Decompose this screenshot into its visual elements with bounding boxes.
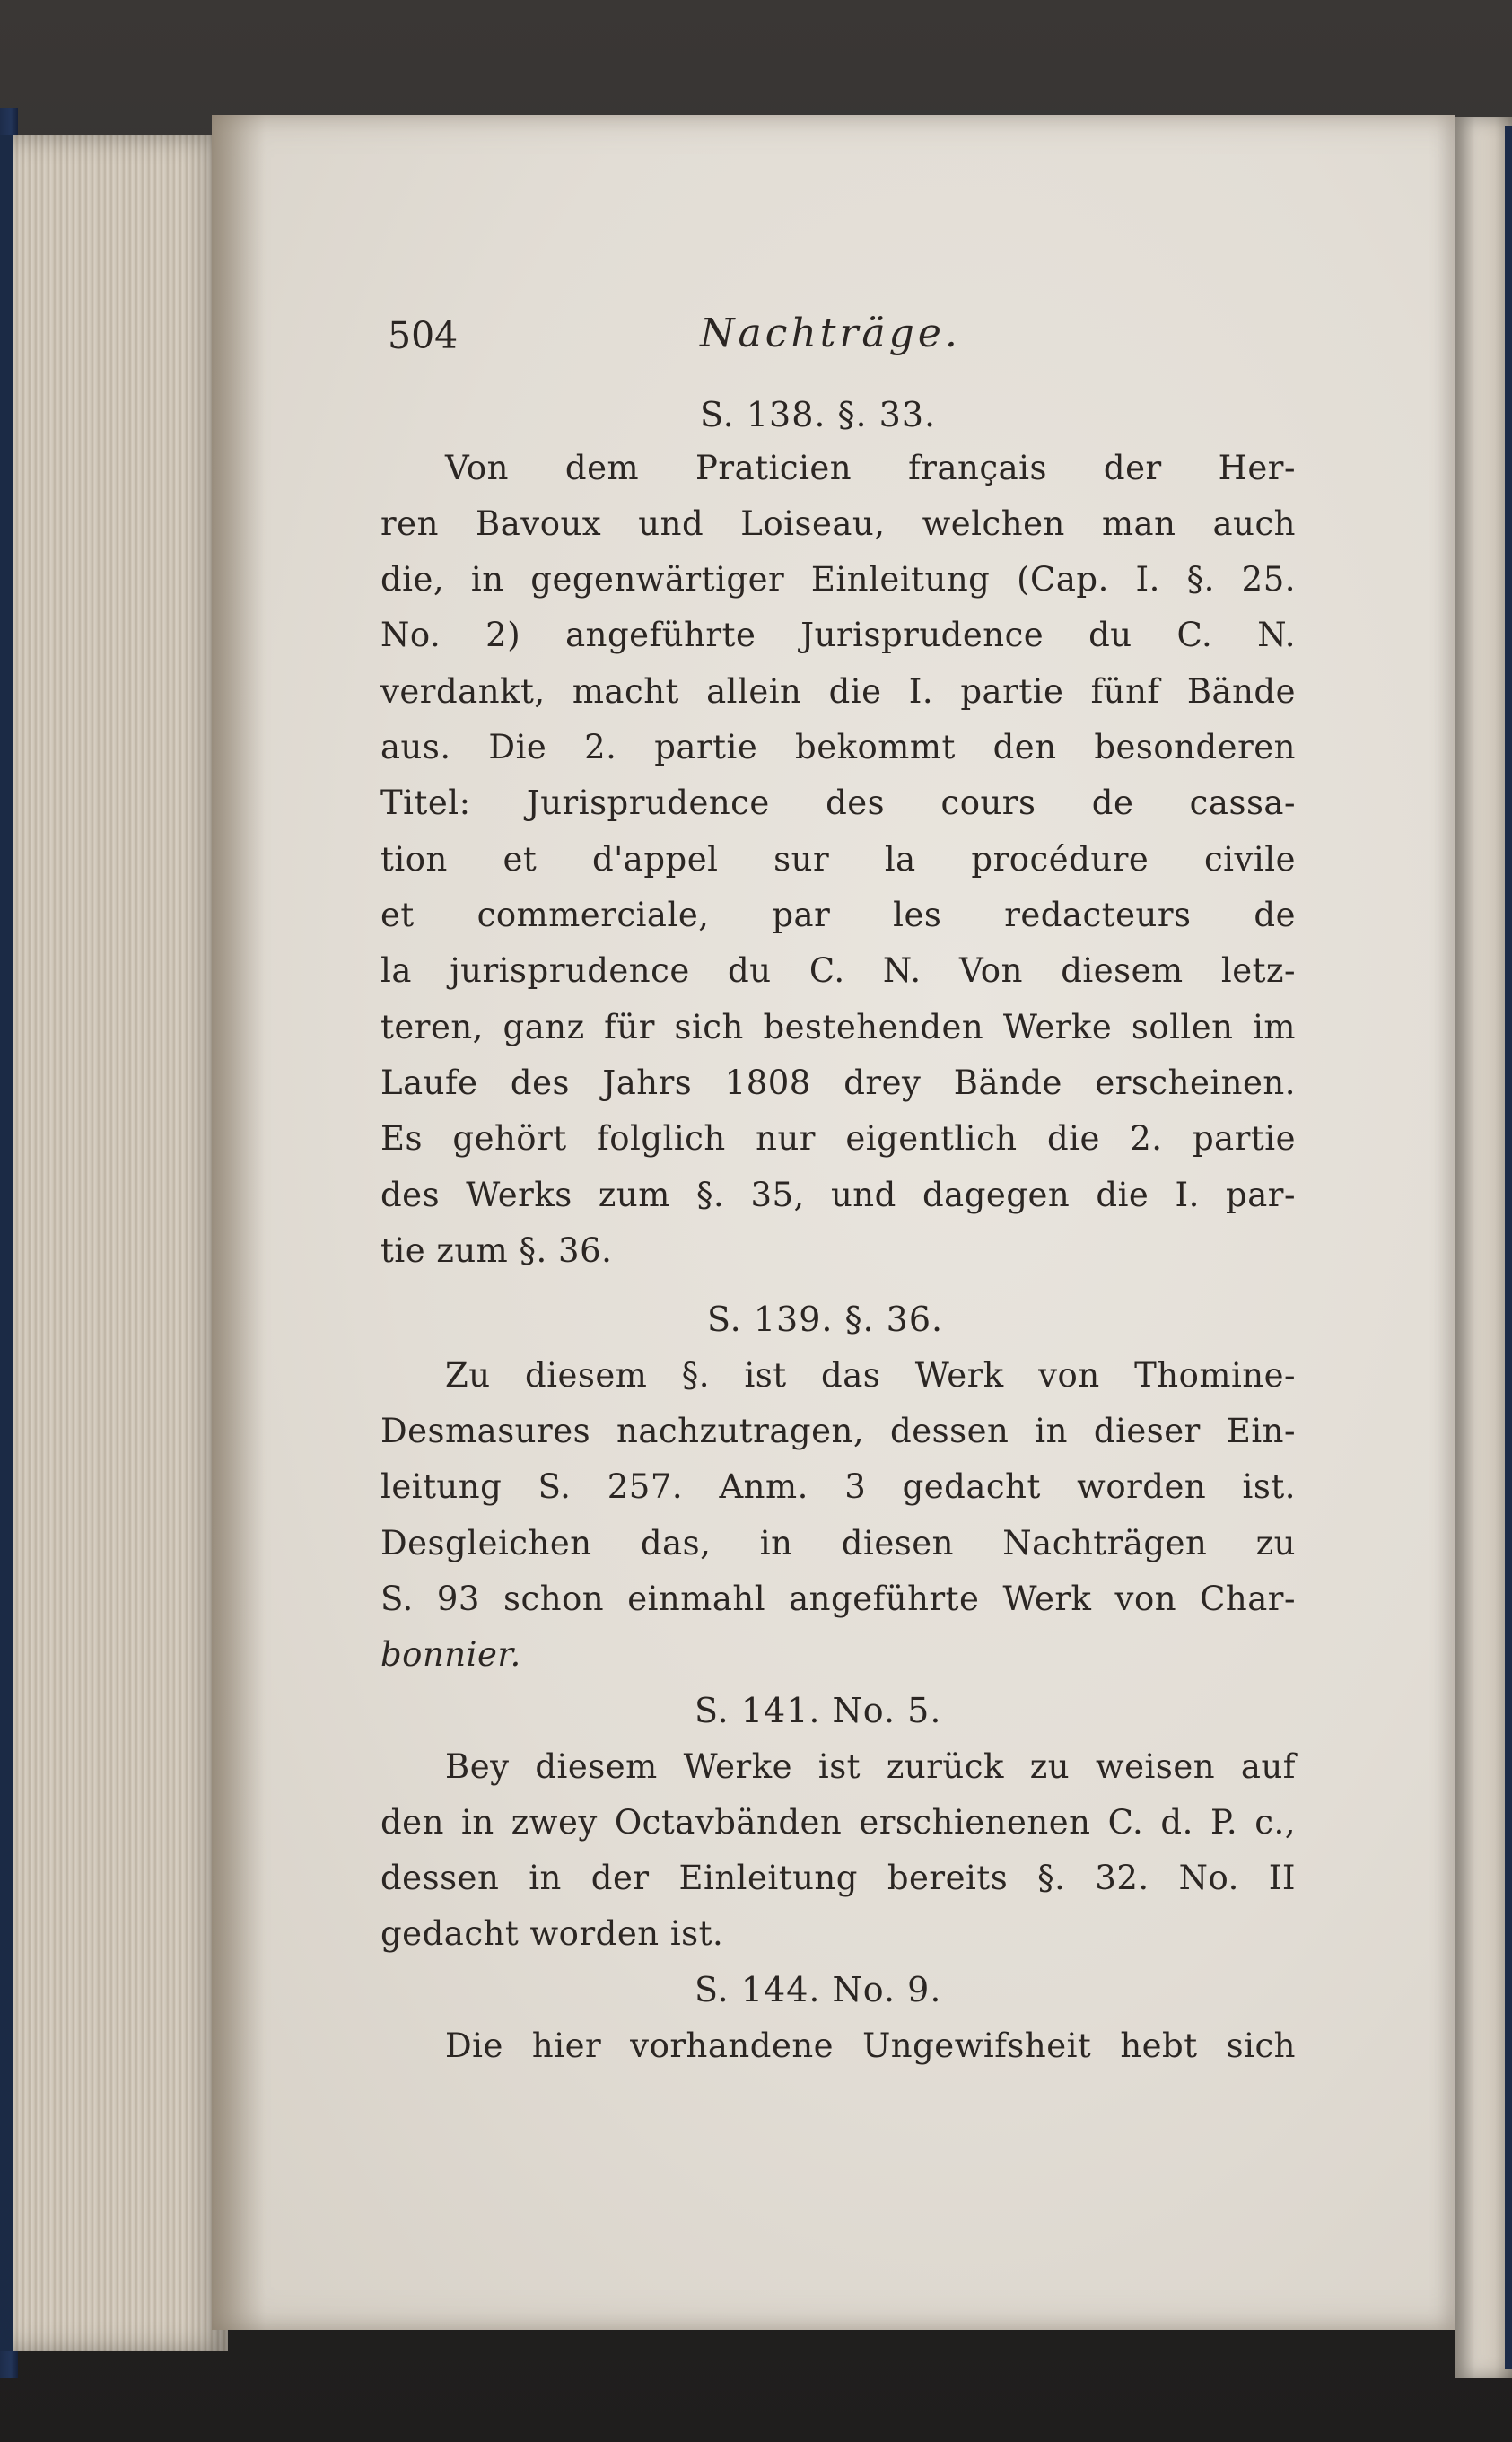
text-line: bonnier.	[380, 1635, 521, 1674]
text-line: aus. Die 2. partie bekommt den besonderen	[380, 728, 1296, 766]
text-line: Die hier vorhandene Ungewifsheit hebt sich	[445, 2026, 1296, 2065]
text-line: Desgleichen das, in diesen Nachträgen zu	[380, 1524, 1296, 1562]
page-number: 504	[388, 314, 459, 357]
text-line: tie zum §. 36.	[380, 1231, 613, 1270]
text-line: Titel: Jurisprudence des cours de cassa-	[380, 783, 1296, 822]
text-line: gedacht worden ist.	[380, 1914, 724, 1953]
page-edges-right	[1455, 117, 1512, 2378]
text-line: teren, ganz für sich bestehenden Werke sollen im	[380, 1008, 1296, 1046]
text-line: Bey diesem Werke ist zurück zu weisen auf	[445, 1747, 1296, 1786]
section-heading: S. 138. §. 33.	[700, 395, 937, 434]
text-line: leitung S. 257. Anm. 3 gedacht worden ist.	[380, 1467, 1296, 1506]
text-line: des Werks zum §. 35, und dagegen die I. par-	[380, 1176, 1296, 1214]
text-line: den in zwey Octavbänden erschienenen C. d. P. c.,	[380, 1803, 1296, 1842]
page-edges-left	[0, 135, 228, 2351]
text-line: tion et d'appel sur la procédure civile	[380, 840, 1296, 879]
section-heading: S. 139. §. 36.	[707, 1300, 944, 1339]
running-title: Nachträge.	[700, 311, 961, 356]
text-line: No. 2) angeführte Jurisprudence du C. N.	[380, 616, 1296, 654]
section-heading: S. 144. No. 9.	[695, 1970, 942, 2009]
text-line: Von dem Praticien français der Her-	[445, 449, 1296, 487]
text-line: verdankt, macht allein die I. partie fünf Bände	[380, 672, 1296, 711]
text-line: Laufe des Jahrs 1808 drey Bände erscheinen.	[380, 1063, 1296, 1102]
text-line: Zu diesem §. ist das Werk von Thomine-	[445, 1356, 1296, 1395]
text-line: la jurisprudence du C. N. Von diesem letz-	[380, 951, 1296, 990]
text-line: Es gehört folglich nur eigentlich die 2. partie	[380, 1119, 1296, 1158]
book-page	[212, 115, 1455, 2330]
text-line: ren Bavoux und Loiseau, welchen man auch	[380, 504, 1296, 543]
text-line: S. 93 schon einmahl angeführte Werk von Char-	[380, 1580, 1296, 1618]
text-line: et commerciale, par les redacteurs de	[380, 896, 1296, 934]
book-cover-right	[1505, 126, 1512, 2369]
section-heading: S. 141. No. 5.	[695, 1691, 942, 1730]
text-line: die, in gegenwärtiger Einleitung (Cap. I. §. 25.	[380, 560, 1296, 599]
text-line: dessen in der Einleitung bereits §. 32. No. II	[380, 1859, 1296, 1897]
text-line: Desmasures nachzutragen, dessen in dieser Ein-	[380, 1412, 1296, 1450]
gutter-shadow	[212, 115, 266, 2330]
